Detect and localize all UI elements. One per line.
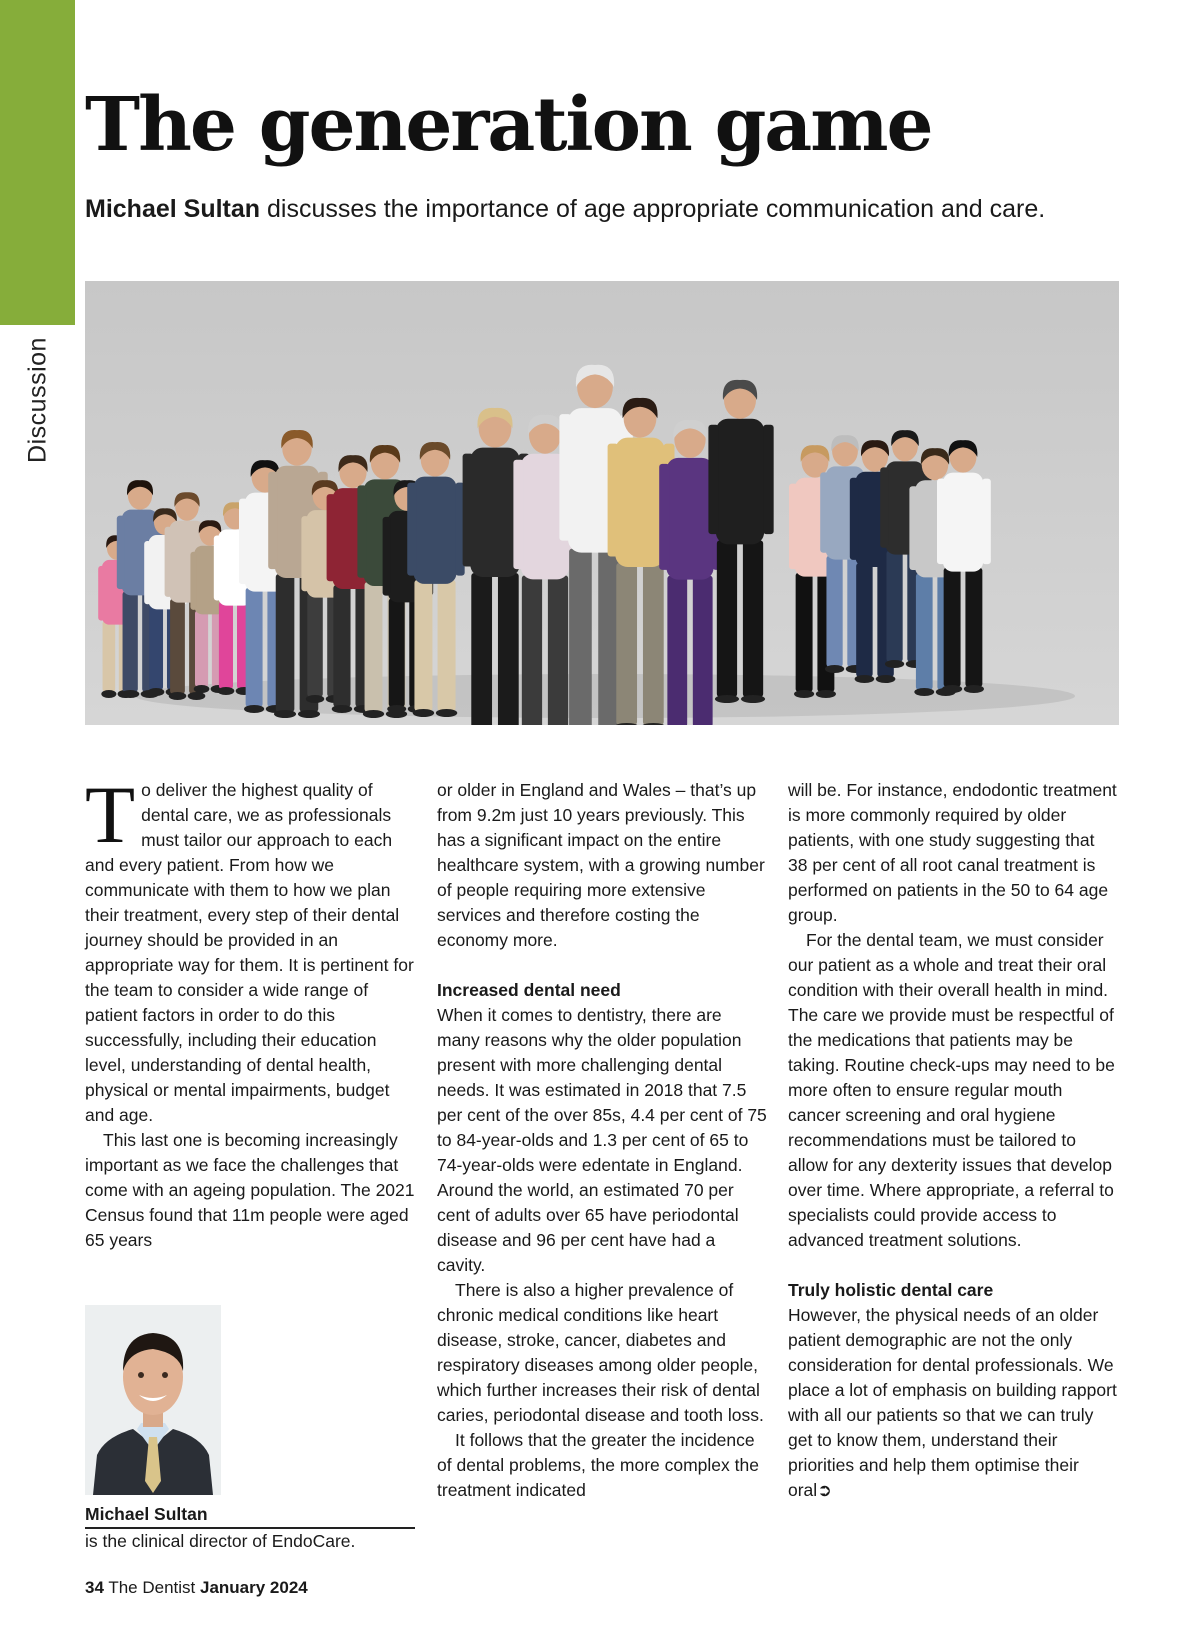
article-title: The generation game [85, 82, 932, 168]
hero-photo-group-of-people [85, 281, 1119, 725]
paragraph: This last one is becoming increasingly important as we face the challenges that come with an ageing population. The 2021 Census found that 11m people were aged 65 years [85, 1130, 415, 1250]
standfirst-text: discusses the importance of age appropriate communication and care. [260, 195, 1046, 223]
article-column-1 [85, 769, 415, 1253]
paragraph: will be. For instance, endodontic treatment is more commonly required by older patients, with one study suggesting that 38 per cent of all root canal treatment is performed on patients in the 50 to 64 age group. [788, 780, 1117, 925]
article-column-3 [788, 778, 1118, 1503]
paragraph: There is also a higher prevalence of chronic medical conditions like heart disease, stroke, cancer, diabetes and respiratory diseases among older people, which further increases their risk of dental caries, periodontal disease and tooth loss. [437, 1280, 764, 1425]
section-color-bar [0, 0, 75, 325]
paragraph: However, the physical needs of an older patient demographic are not the only consideration for dental professionals. We place a lot of emphasis on building rapport with all our patients so that we can truly get to know them, understand their priorities and help them optimise their oral [788, 1305, 1117, 1500]
article-column-2 [437, 778, 767, 1503]
author-name: Michael Sultan [85, 1502, 415, 1529]
paragraph: For the dental team, we must consider our patient as a whole and treat their oral condition with their overall health in mind. The care we provide must be respectful of the medications that patients may be taking. Routine check-ups may need to be more often to ensure regular mouth cancer screening and oral hygiene recommendations must be tailored to allow for any dexterity issues that develop over time. Where appropriate, a referral to specialists could provide access to advanced treatment solutions. [788, 930, 1115, 1250]
continue-arrow-icon: ➲ [817, 1480, 832, 1500]
paragraph: When it comes to dentistry, there are many reasons why the older population present with more challenging dental needs. It was estimated in 2018 that 7.5 per cent of the over 85s, 4.4 per cent of 75 to 84-year-olds and 1.3 per cent of 65 to 74-year-olds were edentate in England. Around the world, an estimated 70 per cent of adults over 65 have periodontal disease and 96 per cent have had a cavity. [437, 1005, 767, 1275]
publication-name: The Dentist [103, 1578, 200, 1597]
author-portrait [85, 1305, 221, 1495]
paragraph: o deliver the highest quality of dental care, we as professionals must tailor our approach to each and every patient. From how we communicate with them to how we plan their treatment, every step of their dental journey should be provided in an appropriate way for them. It is pertinent for the team to consider a wide range of patient factors in order to do this successfully, including their education level, understanding of dental health, physical or mental impairments, budget and age. [85, 780, 414, 1125]
author-photo [85, 1305, 221, 1495]
paragraph: or older in England and Wales – that’s up from 9.2m just 10 years previously. This has a significant impact on the entire healthcare system, with a growing number of people requiring more extensive services and therefore costing the economy more. [437, 780, 765, 950]
drop-cap: T [85, 769, 136, 860]
page-footer [85, 1578, 308, 1598]
page-number: 34 [85, 1578, 104, 1597]
standfirst-author: Michael Sultan [85, 195, 261, 223]
author-bio: is the clinical director of EndoCare. [85, 1531, 356, 1551]
issue-date: January 2024 [200, 1578, 308, 1597]
subheading-truly-holistic-dental-care: Truly holistic dental care [788, 1280, 994, 1300]
people-illustration [85, 281, 1119, 725]
standfirst [85, 195, 1045, 224]
section-label: Discussion [23, 337, 52, 463]
paragraph: It follows that the greater the incidence of dental problems, the more complex the treatment indicated [437, 1430, 759, 1500]
subheading-increased-dental-need: Increased dental need [437, 980, 621, 1000]
